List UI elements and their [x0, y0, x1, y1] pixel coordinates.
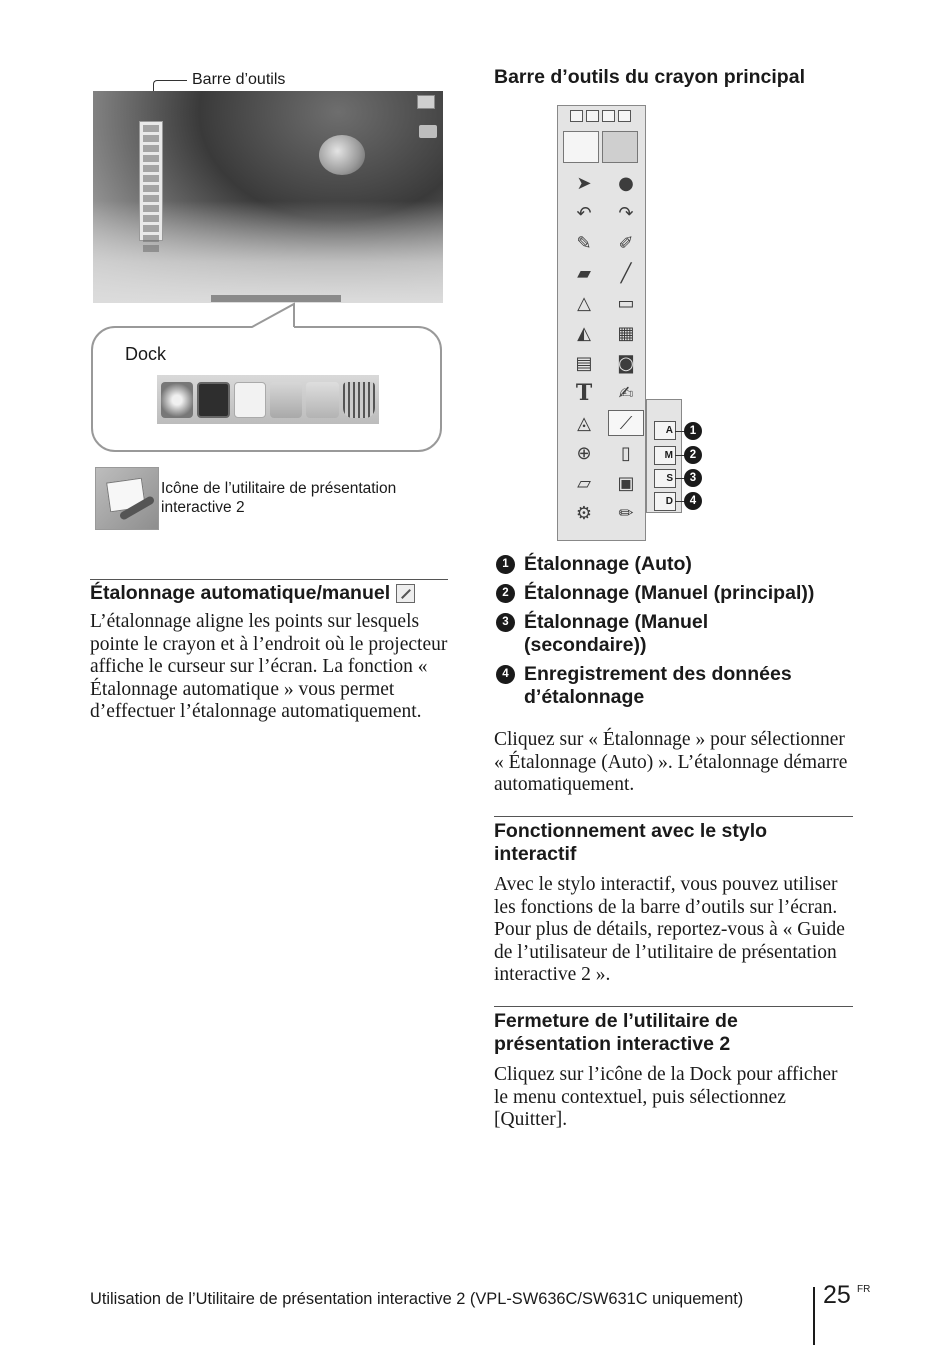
- save-icon[interactable]: ▣: [617, 472, 635, 494]
- section-heading-close-utility: Fermeture de l’utilitaire de présentation interactive 2: [494, 1010, 738, 1055]
- legend-label-4: Enregistrement des données d’étalonnage: [524, 663, 792, 708]
- legend-badge-1: 1: [496, 555, 515, 574]
- legend-item-2: [496, 582, 854, 605]
- legend-item-1: [496, 553, 854, 576]
- section-heading-interactive-pen: Fonctionnement avec le stylo interactif: [494, 820, 768, 865]
- callout-badge-3: 3: [684, 469, 702, 487]
- redo-icon[interactable]: ↷: [618, 202, 634, 224]
- new-page-icon[interactable]: ⊕: [576, 442, 592, 464]
- triangle-icon[interactable]: △: [577, 292, 591, 314]
- dock-bar: [157, 375, 379, 424]
- system-preferences-icon: [161, 382, 193, 418]
- dock-callout-pointer: [250, 300, 310, 330]
- applications-folder-icon: [270, 382, 302, 418]
- callout-badge-1: 1: [684, 422, 702, 440]
- marker-icon[interactable]: ✐: [618, 232, 634, 254]
- section-rule-close: [494, 1006, 853, 1007]
- page-language-code: FR: [857, 1284, 871, 1295]
- calibration-manual-main-icon[interactable]: M: [654, 446, 676, 465]
- line-icon[interactable]: ╱: [620, 262, 632, 284]
- minimize-icon[interactable]: [602, 110, 615, 122]
- arrow-cursor-icon[interactable]: ➤: [576, 172, 592, 194]
- planet-image: [319, 135, 365, 175]
- calibration-save-data-icon[interactable]: D: [654, 492, 676, 511]
- handwriting-icon[interactable]: ✍: [618, 382, 634, 404]
- toolbar-window-buttons: [570, 110, 631, 122]
- rectangle-icon[interactable]: ▭: [617, 292, 635, 314]
- legend-badge-3: 3: [496, 613, 515, 632]
- pen-toolbar-window: [557, 105, 646, 541]
- calibration-instructions: Cliquez sur « Étalonnage » pour sélectionner « Étalonnage (Auto) ». L’étalonnage démarre automatiquement.: [494, 729, 848, 796]
- pencil-icon[interactable]: ✎: [576, 232, 592, 254]
- text-tool-icon[interactable]: T: [575, 380, 593, 406]
- trash-icon: [343, 382, 375, 418]
- desktop-screenshot: [93, 91, 443, 303]
- section-heading-pen-toolbar: Barre d’outils du crayon principal: [494, 66, 805, 88]
- page-number: 25: [823, 1281, 851, 1309]
- window-button-icon[interactable]: [570, 110, 583, 122]
- camera-icon[interactable]: ◙: [617, 352, 635, 374]
- edit-icon[interactable]: ✏: [618, 502, 634, 524]
- undo-icon[interactable]: ↶: [576, 202, 592, 224]
- legend-item-3: [496, 611, 754, 657]
- disk-icon: [417, 95, 435, 109]
- mini-toolbar: [139, 121, 163, 241]
- tab-whiteboard[interactable]: [563, 131, 599, 163]
- tab-desktop[interactable]: [602, 131, 638, 163]
- toolbar-tabs: [563, 131, 638, 163]
- section-rule-auto: [90, 579, 448, 580]
- legend-badge-2: 2: [496, 584, 515, 603]
- callout-badge-4: 4: [684, 492, 702, 510]
- legend-item-4: [496, 663, 834, 709]
- calibration-description: L’étalonnage aligne les points sur lesquels pointe le crayon et à l’endroit où le projecteur affiche le curseur sur l’écran. La fonction « Étalonnage automatique » vous permet d’effectuer l’étalonnage automatiquement.: [90, 611, 448, 723]
- close-icon[interactable]: [618, 110, 631, 122]
- window-button-icon[interactable]: [586, 110, 599, 122]
- section-heading-calibration: Étalonnage automatique/manuel: [90, 582, 415, 605]
- mouse-icon[interactable]: ●: [618, 172, 634, 194]
- legend-badge-4: 4: [496, 665, 515, 684]
- calibration-icon: [396, 584, 415, 603]
- interactive-pen-description: Avec le stylo interactif, vous pouvez utiliser les fonctions de la barre d’outils sur l’écran. Pour plus de détails, reportez-vous à « Guide de l’utilisateur de l’utilitaire de présentation interactive 2 ».: [494, 874, 845, 986]
- toolbar-tool-grid: [566, 170, 644, 526]
- section-rule-pen: [494, 816, 853, 817]
- open-folder-icon[interactable]: ▱: [577, 472, 591, 494]
- fill-bucket-icon[interactable]: ◭: [577, 322, 591, 344]
- toolbar-callout-label: Barre d’outils: [192, 71, 286, 88]
- legend-label-3: Étalonnage (Manuel (secondaire)): [524, 611, 709, 656]
- presentation-utility-app-icon: [95, 467, 159, 530]
- app-icon-caption: Icône de l’utilitaire de présentation interactive 2: [161, 480, 397, 516]
- folder-icon: [419, 125, 437, 138]
- footer-divider: [813, 1287, 815, 1345]
- eraser-icon[interactable]: ▰: [577, 262, 591, 284]
- ruler-protractor-icon[interactable]: ◬: [577, 412, 591, 434]
- activity-monitor-icon: [197, 382, 229, 418]
- legend-label-1: Étalonnage (Auto): [524, 553, 692, 575]
- presentation-utility-icon[interactable]: [234, 382, 266, 418]
- film-icon[interactable]: ▤: [575, 352, 593, 374]
- calibration-tool-icon[interactable]: ⟋: [608, 410, 644, 436]
- calibration-sub-palette: [646, 399, 682, 513]
- close-utility-description: Cliquez sur l’icône de la Dock pour afficher le menu contextuel, puis sélectionnez [Quitter].: [494, 1064, 838, 1131]
- calibration-manual-secondary-icon[interactable]: S: [654, 469, 676, 488]
- documents-folder-icon: [306, 382, 338, 418]
- legend-label-2: Étalonnage (Manuel (principal)): [524, 582, 815, 604]
- callout-badge-2: 2: [684, 446, 702, 464]
- table-icon[interactable]: ▦: [617, 322, 635, 344]
- footer-chapter-title: Utilisation de l’Utilitaire de présentation interactive 2 (VPL-SW636C/SW631C uniquement): [90, 1290, 744, 1308]
- delete-page-icon[interactable]: ▯: [621, 442, 631, 464]
- dock-label: Dock: [125, 344, 167, 364]
- calibration-auto-icon[interactable]: A: [654, 421, 676, 440]
- settings-icon[interactable]: ⚙: [575, 502, 593, 524]
